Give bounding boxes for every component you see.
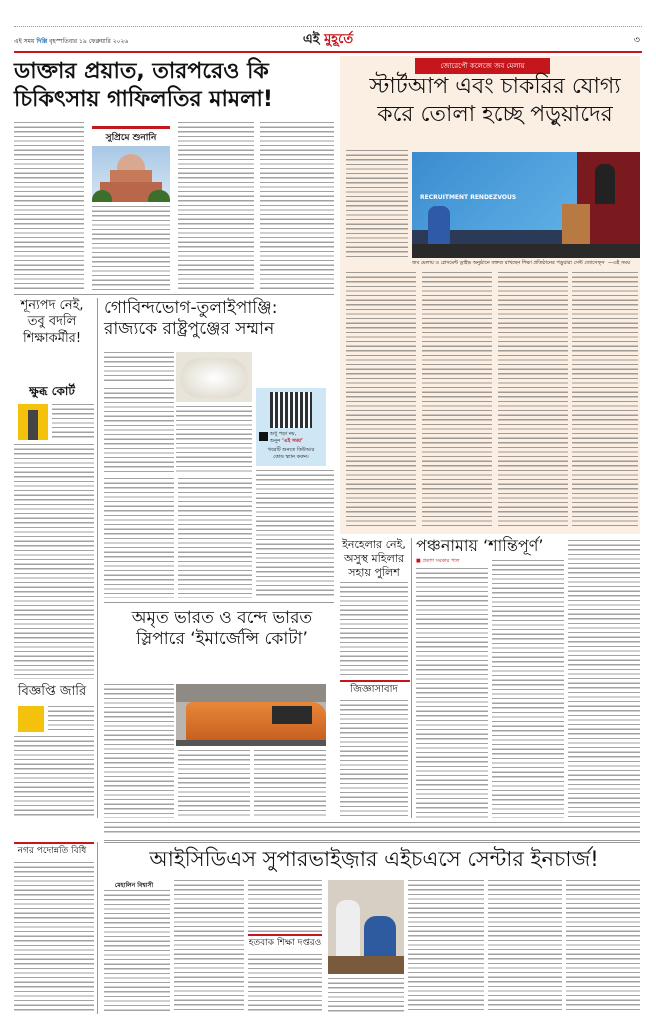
vande-body-col1 — [104, 684, 174, 818]
teachers-subheadline: ক্ষুব্ধ কোর্ট — [29, 384, 75, 398]
photo-caption: জব মেলায় ও প্লেসমেন্ট ড্রাইভ অনুষ্ঠানে বক্তব্য রাখছেন শিক্ষা প্রতিষ্ঠানের পড়ুয়ারা সেন্ট জোসেফ্‌স — [412, 260, 605, 266]
rice-body-col5 — [256, 470, 334, 598]
section-title-black: এই — [302, 32, 320, 47]
qr-text-line2-prefix: শুনুন — [270, 438, 281, 444]
teachers-headline-line1: শূন্যপদ নেই, — [20, 298, 84, 313]
doctor-body-col3 — [178, 122, 254, 290]
panchanama-headline: পঞ্চনামায় ‘শান্তিপূর্ণ’ — [416, 536, 544, 555]
police-headline — [340, 538, 408, 579]
rice-bottom-rule — [104, 602, 334, 603]
edition-name: দিল্লি — [36, 38, 48, 45]
notice-body-b — [14, 736, 94, 816]
panchanama-body-col2 — [492, 560, 564, 818]
startup-body-col3 — [422, 272, 492, 527]
icds-byline: মেহালিন বিশ্বাসী — [114, 882, 154, 889]
notice-body-a — [48, 706, 94, 732]
doctor-headline-line2: চিকিৎসায় গাফিলতির মামলা! — [14, 86, 273, 112]
classroom-photo — [328, 880, 404, 974]
vande-body-col2 — [178, 750, 250, 818]
qr-box[interactable] — [256, 388, 326, 466]
panchanama-body-col1 — [416, 568, 488, 818]
police-body — [340, 582, 408, 676]
dateline-date: বৃহস্পতিবার ১৯ ফেব্রুয়ারি ২০২৬ — [49, 38, 129, 45]
page-number: ৩ — [633, 35, 640, 46]
police-headline-line1: ইনহেলার নেই, — [342, 538, 406, 551]
speaker-icon — [259, 432, 268, 441]
rice-body-col3 — [104, 478, 174, 598]
startup-body-col2 — [346, 272, 416, 527]
vande-body-col3 — [254, 750, 326, 818]
job-fair-photo — [412, 152, 640, 258]
startup-headline-line2: করে তোলা হচ্ছে পড়ুয়াদের — [377, 101, 613, 127]
doctor-body-col2 — [92, 206, 170, 290]
high-court-photo — [18, 404, 48, 440]
qr-text-line3: খবরটি শুনতে কিউআর — [267, 447, 315, 453]
police-headline-line2: অসুস্থ মহিলার — [343, 551, 405, 565]
icds-headline: আইসিডিএস সুপারভাইজ়ার এইচএসে সেন্টার ইনচার্জ! — [149, 847, 599, 871]
notice-headline: বিজ্ঞপ্তি জারি — [17, 684, 87, 699]
panchanama-body-col3 — [568, 540, 640, 818]
icds-sub-rule — [248, 934, 322, 936]
icds-body-col3b — [248, 954, 322, 1012]
zilla-headline: জিজ্ঞাসাবাদ — [350, 684, 398, 695]
rice-body-col2 — [176, 406, 252, 473]
startup-headline — [350, 73, 640, 128]
police-headline-line3: সহায় পুলিশ — [348, 565, 400, 579]
teachers-body-b — [14, 444, 94, 679]
panchanama-byline: ■ প্রকাশ সরকার পাল — [416, 558, 460, 564]
doctor-body-col4 — [260, 122, 334, 290]
masthead-rule — [14, 51, 642, 53]
train-photo — [176, 684, 326, 746]
left-column-rule — [97, 298, 98, 818]
teachers-headline-line2: তবু বদলি — [27, 314, 77, 330]
icds-body-col3a — [248, 880, 322, 932]
naga-headline: নগর পদোন্নতি বিধি — [17, 846, 87, 856]
rice-headline-line2: রাজ্যকে রাষ্ট্রপুঞ্জের সম্মান — [104, 319, 275, 340]
startup-body-col1 — [346, 150, 408, 260]
continuation-strip — [104, 822, 640, 836]
doctor-headline-line1: ডাক্তার প্রয়াত, তারপরেও কি — [14, 59, 269, 84]
supreme-court-photo — [92, 146, 170, 202]
inset-label: সুপ্রিমে শুনানি — [105, 133, 157, 143]
paper-name: এই সময় — [14, 38, 35, 45]
rice-body-col4 — [178, 478, 252, 598]
vande-headline — [104, 608, 340, 651]
photo-screen-text: RECRUITMENT RENDEZVOUS — [420, 194, 517, 201]
qr-text-line1: শুধু পড়া নয়, — [270, 431, 297, 437]
police-column-rule — [411, 538, 412, 818]
doctor-body-col1 — [14, 122, 84, 290]
vande-headline-line1: অমৃত ভারত ও বন্দে ভারত — [131, 608, 313, 628]
bottom-left-rule — [97, 842, 98, 1014]
startup-body-col5 — [572, 272, 638, 527]
icds-body-col7 — [566, 880, 640, 1012]
icds-body-col1 — [104, 890, 170, 1012]
icds-subheadline: হতবাক শিক্ষা দপ্তরও — [248, 938, 322, 948]
teachers-headline — [10, 298, 94, 347]
vande-headline-line2: স্লিপারে ‘ইমার্জেন্সি কোটা’ — [136, 629, 308, 650]
startup-headline-line1: স্টার্টআপ এবং চাকরির যোগ্য — [369, 74, 621, 99]
photo-credit: —এই সময় — [608, 260, 631, 266]
icds-body-col4 — [328, 978, 404, 1012]
qr-text-line2-red: ‘এই সময়’ — [281, 438, 303, 444]
qr-code-icon[interactable] — [270, 392, 312, 428]
doctor-headline — [14, 58, 334, 113]
inset-rule — [92, 126, 170, 129]
rice-photo — [176, 352, 252, 402]
startup-body-col4 — [498, 272, 568, 527]
icds-body-col6 — [488, 880, 562, 1012]
naga-body — [14, 862, 94, 1012]
icds-body-col2 — [174, 880, 244, 1012]
naga-rule — [14, 842, 94, 844]
top-dotted-rule — [14, 26, 642, 27]
icds-body-col5 — [408, 880, 484, 1012]
zilla-body — [340, 700, 408, 818]
teachers-headline-line3: শিক্ষাকর্মীর! — [22, 330, 82, 346]
qr-text-line4: কোড স্ক্যান করুন। — [273, 454, 309, 460]
section-title-red: মুহূর্তে — [324, 32, 354, 47]
rice-headline — [104, 298, 340, 341]
rice-body-col1 — [104, 388, 174, 473]
doctor-bottom-rule — [14, 294, 334, 295]
icds-top-rule — [104, 840, 640, 843]
notice-photo — [18, 706, 44, 732]
zilla-rule — [340, 680, 410, 682]
rice-headline-line1: গোবিন্দভোগ-তুলাইপাঞ্জি: — [104, 298, 278, 318]
rice-body-top — [104, 352, 174, 384]
section-title — [0, 30, 656, 51]
startup-kicker: জোরেপৌ কলেজে জব মেলায় — [415, 58, 550, 74]
qr-text-line2 — [270, 438, 303, 446]
teachers-body-a — [52, 404, 94, 440]
